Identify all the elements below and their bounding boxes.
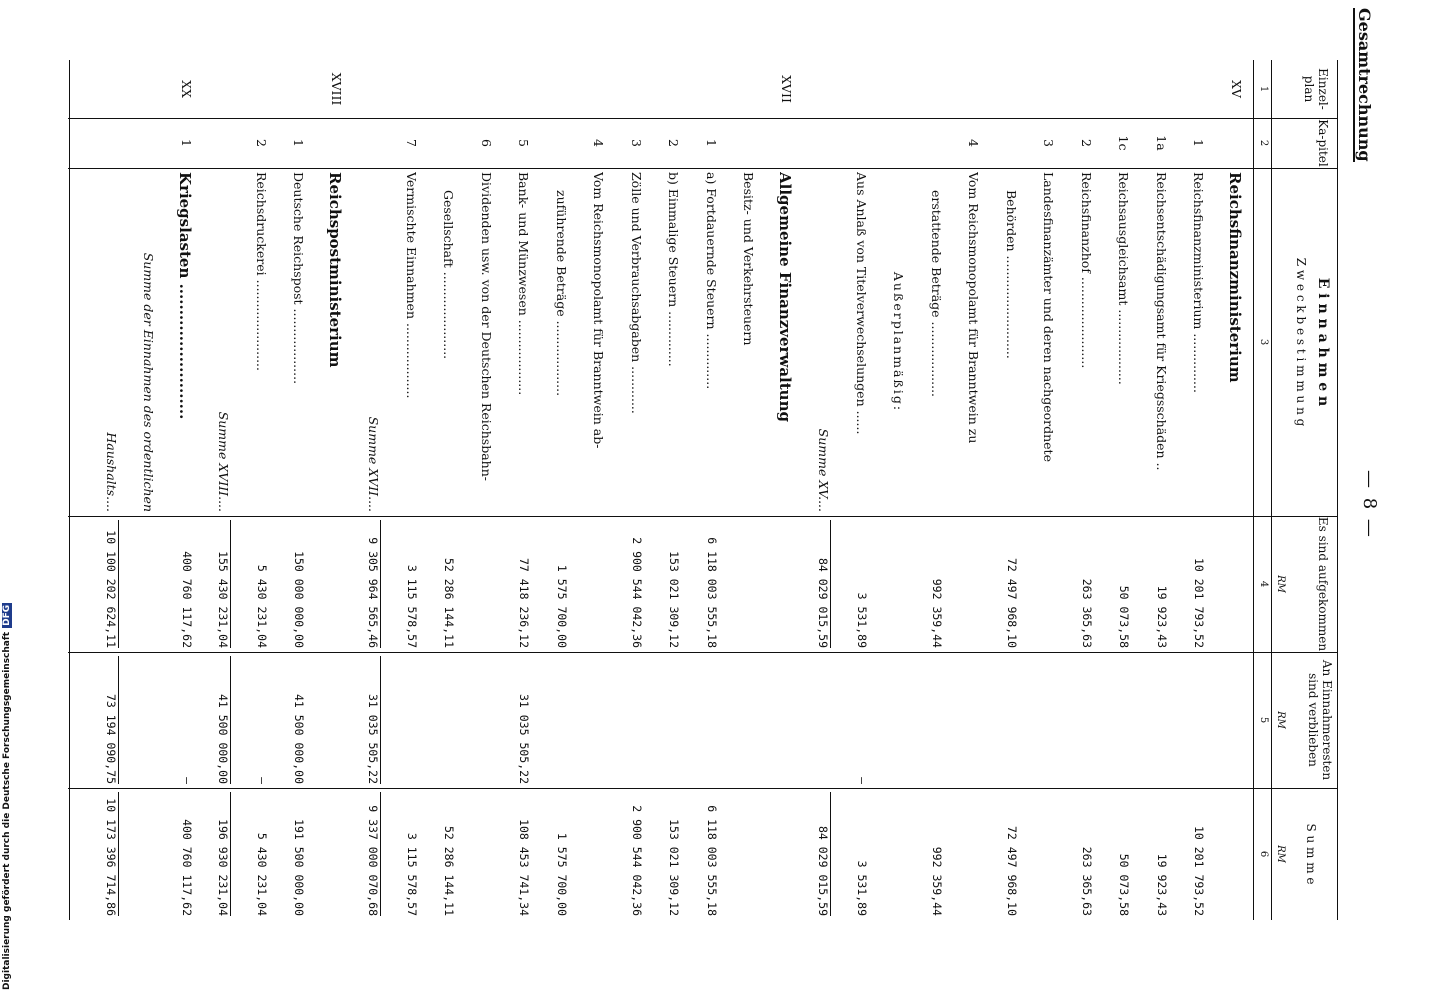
- cell-c6: 1 575 700,00: [555, 832, 569, 916]
- cell-c5: 41 500 000,00: [292, 693, 307, 784]
- cell-c6: 992 359,44: [930, 846, 944, 916]
- cell-c6: 9 337 000 070,68: [367, 792, 382, 916]
- cell-kap: 3: [629, 139, 644, 147]
- cell-text: Allgemeine Finanzverwaltung: [776, 172, 794, 422]
- cell-c6: 3 531,89: [855, 860, 869, 916]
- cell-kap: 1: [1191, 139, 1207, 147]
- cell-text: Reichsdruckerei .......................: [254, 172, 269, 372]
- cell-kap: 5: [516, 139, 532, 147]
- cell-c6: 108 453 741,34: [517, 819, 532, 916]
- cell-c4: 52 286 144,11: [442, 557, 457, 648]
- cell-c4: 2 900 544 042,36: [630, 537, 644, 648]
- cell-c4: 19 923,43: [1155, 585, 1169, 648]
- cell-text: zuführende Beträge ...................: [554, 190, 569, 397]
- colhead-summe: S u m m e: [1304, 823, 1318, 885]
- cell-text: b) Einmalige Steuern ..............: [666, 172, 682, 367]
- colhead-aufgekommen: Es sind aufgekommen: [1316, 516, 1330, 652]
- table-row: [210, 60, 232, 920]
- cell-text: Zölle und Verbrauchsabgaben ............: [629, 172, 644, 414]
- revenue-table: [68, 60, 1338, 920]
- cell-c5: 41 500 000,00: [217, 656, 232, 784]
- table-row: [510, 60, 532, 920]
- cell-c4: 3 531,89: [855, 592, 869, 648]
- cell-c6: 52 286 144,11: [442, 825, 457, 916]
- cell-c6: 400 760 117,62: [180, 819, 194, 916]
- colnum-6: 6: [1258, 850, 1269, 858]
- unit-c6: RM: [1275, 845, 1286, 863]
- cell-text: Behörden ..........................: [1004, 190, 1019, 359]
- unit-c4: RM: [1275, 575, 1286, 593]
- table-header-rule: [1271, 60, 1272, 920]
- cell-c4: 263 365,63: [1080, 578, 1094, 648]
- cell-c4: 400 760 117,62: [180, 551, 194, 648]
- cell-c5: —: [255, 777, 269, 784]
- cell-c6: 191 500 000,00: [292, 819, 307, 916]
- cell-text: Reichspostministerium: [326, 172, 344, 368]
- cell-c5: 31 035 505,22: [517, 693, 532, 784]
- cell-plan: XVIII: [329, 72, 344, 106]
- unit-c5: RM: [1275, 711, 1286, 729]
- cell-c6: 196 930 231,04: [217, 792, 232, 916]
- cell-text: Reichsfinanzministerium: [1226, 172, 1244, 383]
- cell-text: Kriegslasten ..........................: [176, 172, 194, 420]
- cell-kap: 3: [1041, 139, 1057, 147]
- cell-text: Aus Anlaß von Titelverwechselungen ......: [854, 172, 869, 435]
- cell-c6: 72 497 968,10: [1005, 825, 1019, 916]
- cell-text: erstattende Beträge ...................: [929, 190, 944, 398]
- table-row: [1035, 60, 1057, 920]
- colnum-1: 1: [1258, 85, 1269, 93]
- colhead-einnahmen: E i n n a h m e n: [1315, 277, 1331, 407]
- table-row: [435, 60, 457, 920]
- cell-kap: 4: [966, 139, 982, 147]
- table-row: [285, 60, 307, 920]
- table-row: [622, 60, 644, 920]
- cell-c4: 3 115 578,57: [405, 564, 419, 648]
- cell-text: Reichsentschädigungsamt für Kriegsschäden ..: [1154, 172, 1169, 471]
- cell-c5: —: [855, 777, 869, 784]
- table-bottom-rule: [69, 60, 70, 920]
- cell-c6: 10 201 793,52: [1192, 825, 1207, 916]
- table-row: [772, 60, 794, 920]
- table-colnum-rule: [1253, 60, 1254, 920]
- table-row: [547, 60, 569, 920]
- cell-c4: 10 201 793,52: [1192, 557, 1207, 648]
- table-row: [172, 60, 194, 920]
- table-row: [810, 60, 832, 920]
- cell-c4: 150 000 000,00: [292, 551, 307, 648]
- cell-text: Landesfinanzämter und deren nachgeordnete: [1041, 172, 1057, 462]
- table-row: [1147, 60, 1169, 920]
- colhead-kapitel: Ka-pitel: [1316, 119, 1330, 167]
- cell-c4: 155 430 231,04: [217, 520, 232, 648]
- cell-text: a) Fortdauernde Steuern ..............: [704, 172, 719, 390]
- colhead-einzelplan: Einzel-plan: [1302, 68, 1330, 110]
- table-row: [397, 60, 419, 920]
- cell-c4: 992 359,44: [930, 578, 944, 648]
- colnum-3: 3: [1258, 338, 1269, 346]
- cell-c6: 6 118 003 555,18: [705, 805, 719, 916]
- colnum-4: 4: [1258, 580, 1269, 588]
- cell-text: Bank- und Münzwesen ...................: [516, 172, 532, 396]
- cell-text: Summe der Einnahmen des ordentlichen: [141, 252, 157, 512]
- table-row: [1222, 60, 1244, 920]
- table-row: [360, 60, 382, 920]
- table-row: [922, 60, 944, 920]
- cell-c5: 31 035 505,22: [367, 656, 382, 784]
- cell-text: Reichsfinanzministerium ...............: [1191, 172, 1207, 393]
- cell-c4: 9 305 964 565,46: [367, 520, 382, 648]
- cell-c6: 10 173 396 714,86: [104, 792, 119, 916]
- cell-text: Deutsche Reichspost ...................: [291, 172, 307, 385]
- cell-c4: 84 029 015,59: [817, 520, 832, 648]
- cell-text: Besitz- und Verkehrsteuern: [741, 172, 757, 346]
- cell-kap: 1: [704, 139, 719, 147]
- cell-text: Summe XVIII....: [216, 411, 232, 512]
- table-top-rule: [1337, 60, 1338, 920]
- cell-c6: 3 115 578,57: [405, 832, 419, 916]
- table-row: [1110, 60, 1132, 920]
- cell-kap: 1a: [1154, 135, 1169, 151]
- table-row: [1185, 60, 1207, 920]
- colhead-zweckbestimmung: Z w e c k b e s t i m m u n g: [1294, 257, 1308, 427]
- cell-kap: 1: [291, 139, 307, 147]
- cell-plan: XV: [1229, 80, 1244, 98]
- cell-text: Vermischte Einnahmen ...................: [404, 172, 419, 399]
- cell-c6: 263 365,63: [1080, 846, 1094, 916]
- cell-text: Vom Reichsmonopolamt für Branntwein zu: [966, 172, 982, 444]
- cell-c4: 50 073,58: [1117, 585, 1132, 648]
- table-row: [585, 60, 607, 920]
- table-row: [847, 60, 869, 920]
- cell-c5: 73 194 090,75: [104, 656, 119, 784]
- table-row: [960, 60, 982, 920]
- cell-plan: XVII: [779, 75, 794, 103]
- cell-c4: 77 418 236,12: [517, 557, 532, 648]
- table-row: [997, 60, 1019, 920]
- cell-c4: 6 118 003 555,18: [705, 537, 719, 648]
- document-title: Gesamtrechnung: [1355, 8, 1374, 162]
- cell-kap: 2: [1079, 139, 1094, 147]
- cell-c4: 72 497 968,10: [1005, 557, 1019, 648]
- cell-kap: 1c: [1116, 135, 1132, 151]
- cell-kap: 7: [404, 139, 419, 147]
- table-row: [735, 60, 757, 920]
- table-row: [472, 60, 494, 920]
- cell-kap: 2: [254, 139, 269, 147]
- cell-text: Reichsausgleichsamt ...................: [1116, 172, 1132, 385]
- cell-text: Summe XV....: [816, 428, 832, 512]
- dfg-logo: DFG: [2, 604, 12, 626]
- cell-text: Gesellschaft ......................: [441, 190, 457, 360]
- footer-text: Digitalisierung gefördert durch die Deutsche Forschungsgemeinschaft: [2, 631, 12, 990]
- cell-kap: 6: [479, 139, 494, 147]
- cell-kap: 2: [666, 139, 682, 147]
- colnum-2: 2: [1258, 139, 1269, 147]
- table-row: [97, 60, 119, 920]
- table-row: [1072, 60, 1094, 920]
- table-row: [322, 60, 344, 920]
- cell-kap: 1: [179, 139, 194, 147]
- cell-text: Außerplanmäßig:: [891, 271, 907, 413]
- cell-c6: 84 029 015,59: [817, 792, 832, 916]
- cell-kap: 4: [591, 139, 607, 147]
- cell-text: Haushalts....: [104, 432, 119, 512]
- cell-c6: 19 923,43: [1155, 853, 1169, 916]
- cell-c6: 2 900 544 042,36: [630, 805, 644, 916]
- cell-c5: —: [180, 777, 194, 784]
- cell-c4: 1 575 700,00: [555, 564, 569, 648]
- cell-text: Dividenden usw. von der Deutschen Reichsbahn-: [479, 172, 494, 481]
- table-row: [247, 60, 269, 920]
- cell-c4: 153 021 309,12: [667, 551, 682, 648]
- cell-text: Reichsfinanzhof .......................: [1079, 172, 1094, 369]
- page-number: — 8 —: [1359, 470, 1380, 539]
- cell-c6: 5 430 231,04: [255, 832, 269, 916]
- cell-text: Vom Reichsmonopolamt für Branntwein ab-: [591, 172, 607, 449]
- cell-plan: XX: [179, 80, 194, 98]
- table-row: [697, 60, 719, 920]
- cell-c6: 153 021 309,12: [667, 819, 682, 916]
- cell-text: Summe XVII....: [366, 416, 382, 512]
- table-row: [885, 60, 907, 920]
- colhead-einnahmereste: An Einnahmeresten sind verblieben: [1306, 659, 1334, 781]
- cell-c4: 10 100 202 624,11: [104, 520, 119, 648]
- colnum-5: 5: [1258, 716, 1269, 724]
- cell-c4: 5 430 231,04: [255, 564, 269, 648]
- table-row: [660, 60, 682, 920]
- table-row: [135, 60, 157, 920]
- footer-credit: [2, 603, 12, 990]
- cell-c6: 50 073,58: [1117, 853, 1132, 916]
